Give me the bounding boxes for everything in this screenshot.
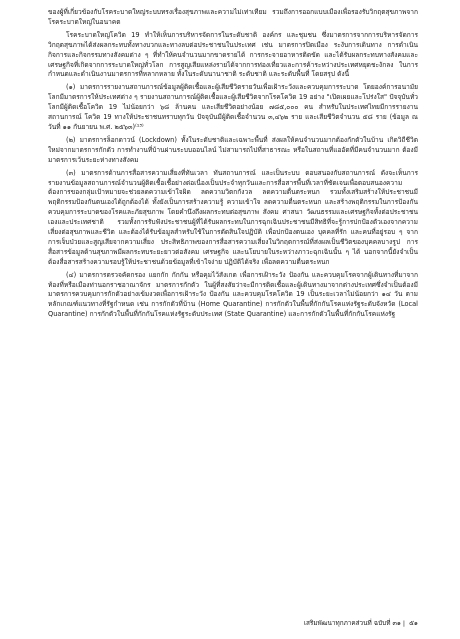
paragraph-continuation: ของผู้ที่เกี่ยวข้องกับโรคระบาดใหญ่ระบบทรงเรื่องสุขภาพและความไม่เท่าเทียม รวมถึงการออกแบบเมืองเพื่อรองรับวิกฤตสุขภาพจากโรคระบาดใหญ่ในอนาคต <box>48 8 418 26</box>
paragraph-item-2: (๒) มาตรการล็อกดาวน์ (Lockdown) ทั้งในระดับชาติและเฉพาะพื้นที่ ส่งผลให้คนจำนวนมากต้องกักตัวในบ้าน เกิดวิถีชีวิตใหม่จากมาตรการกักตัว การทำงานที่บ้านผ่านระบบออนไลน์ ไม่สามารถไปที่สาธารณะ หรือในสถานที่แออัดที่มีคนจำนวนมาก ต้องมีมาตรการเว้นระยะห่างทางสังคม <box>48 135 418 164</box>
journal-name: เสริมพัฒนาทุกภาคส่วนที่ ฉบับที่ ๓๑ | <box>303 619 406 627</box>
page-footer <box>304 618 418 628</box>
page-number: ๕๑ <box>409 619 418 627</box>
paragraph-intro: โรคระบาดใหญ่โควิด 19 ทำให้เห็นการบริหารจัดการในระดับชาติ องค์กร และชุมชน ซึ่งมาตรการจากการบริหารจัดการวิกฤตสุขภาพได้ส่งผลกระทบทั้งทางบวกและทางลบต่อประชาชนในประเทศ เช่น มาตรการปิดเมือง ระงับการเดินทาง การดำเนินกิจการและกิจกรรมทางสังคมต่าง ๆ ที่ทำให้คนจำนวนมากขาดรายได้ การกระจายอาหารติดขัด และได้รับผลกระทบทางสังคมและเศรษฐกิจที่เกิดจากการระบาดใหญ่ทั่วโลก การสูญเสียแหล่งรายได้จากการท่องเที่ยวและการค้าระหว่างประเทศหยุดชะงักลง ในการกำหนดและดำเนินงานมาตรการที่หลากหลาย ทั้งในระดับนานาชาติ ระดับชาติ และระดับพื้นที่ โดยสรุป ดังนี้ <box>48 30 418 79</box>
article-body <box>48 8 418 323</box>
paragraph-item-3: (๓) มาตรการด้านการสื่อสารความเสี่ยงที่ทันเวลา ทันสถานการณ์ และเป็นระบบ ตอบสนองกับสถานการณ์ ดังจะเห็นการรายงานข้อมูลสถานการณ์จำนวนผู้ติดเชื้อเชื้อย่างต่อเนื่องเป็นประจำทุกวันและการสื่อสารพื้นที่เวลาที่ชัดเจนเพื่อตอบสนองความต้องการของกลุ่มเป้าหมายจะช่วยลดความเข้าใจผิด ลดความวิตกกังวล ลดความตื่นตระหนก รวมทั้งเสริมสร้างให้ประชาชนมีพฤติกรรมป้องกันตนเองได้ถูกต้องได้ ทั้งยังเป็นการสร้างความรู้ ความเข้าใจ ลดความตื่นตระหนก และสร้างพฤติกรรมในการป้องกันควบคุมการระบาดของโรคและภัยสุขภาพ โดยคำนึงถึงผลกระทบต่อสุขภาพ สังคม ศาสนา วัฒนธรรมและเศรษฐกิจทั้งต่อประชาชนเองและประเทศชาติ รวมทั้งการรับฟังประชาชนผู้ที่ได้รับผลกระทบในการฉุกเฉินประชาชนมีสิทธิที่จะรู้การปกป้องตัวเองจากความเสี่ยงต่อสุขภาพและชีวิต และต้องได้รับข้อมูลสำหรับใช้ในการตัดสินใจปฏิบัติ เพื่อปกป้องตนเอง บุคคลที่รัก และคนที่อยู่รอบ ๆ จากการเจ็บป่วยและสูญเสียจากความเสี่ยง ประสิทธิภาพของการสื่อสารความเสี่ยงในวิกฤตการณ์ที่ส่งผลเป็นชีวิตของบุคคลบางรูป การสื่อสารข้อมูลด้านสุขภาพมีผลกระทบระยะยาวต่อสังคม เศรษฐกิจ และนโยบายในระหว่างภาวะฉุกเฉินนั้น ๆ ได้ นอกจากนี้ยังจำเป็นต้องสื่อสารสร้างความรอบรู้ให้ประชาชนด้วยข้อมูลที่เข้าใจง่าย ปฏิบัติได้จริง เพื่อลดความตื่นตระหนก <box>48 168 418 266</box>
paragraph-item-4: (๔) มาตรการตรวจคัดกรอง แยกกัก กักกัน หรือคุมไว้สังเกต เพื่อการเฝ้าระวัง ป้องกัน และควบคุมโรคจากผู้เดินทางที่มาจากท้องที่หรือเมืองท่านอกราชอาณาจักร มาตรการกักตัว ในผู้ที่สงสัยว่าจะมีการติดเชื้อและผู้เดินทางมาจากต่างประเทศซึ่งจำเป็นต้องมีมาตรการควบคุมการกักตัวอย่างเข้มงวดเพื่อการเฝ้าระวัง ป้องกัน และควบคุมโรคโควิด 19 เป็นระยะเวลาไม่น้อยกว่า ๑๔ วัน ตามหลักเกณฑ์แนวทางที่รัฐกำหนด เช่น การกักตัวที่บ้าน (Home Quarantine) การกักตัวในพื้นที่กักกันโรคแห่งรัฐระดับจังหวัด (Local Quarantine) การกักตัวในพื้นที่กักกันโรคแห่งรัฐระดับประเทศ (State Quarantine) และการกักตัวในพื้นที่กักกันโรคแห่งรัฐ <box>48 270 418 319</box>
paragraph-item-1: (๑) มาตรการรายงานสถานการณ์ข้อมูลผู้ติดเชื้อและผู้เสียชีวิตรายวันเพื่อเฝ้าระวังและควบคุมการระบาด โดยองค์การอนามัยโลกมีมาตรการให้ประเทศต่าง ๆ รายงานสถานการณ์ผู้ติดเชื้อและผู้เสียชีวิตจากโรคโควิด 19 อย่าง "เปิดเผยและโปร่งใส" ปัจจุบันทั่วโลกมีผู้ติดเชื้อโควิด 19 ไม่น้อยกว่า ๖๘ ล้านคน และเสียชีวิตอย่างน้อย ๗๘๕,๐๐๐ คน สำหรับในประเทศไทยมีการรายงานสถานการณ์ โควิด 19 ทางให้ประชาชนทราบทุกวัน ปัจจุบันมีผู้ติดเชื้อจำนวน ๓,๔๖๒ ราย และเสียชีวิตจำนวน ๕๘ ราย (ข้อมูล ณ วันที่ ๑๑ กันยายน พ.ศ. ๒๕๖๓)⁽¹³⁾ <box>48 83 418 131</box>
